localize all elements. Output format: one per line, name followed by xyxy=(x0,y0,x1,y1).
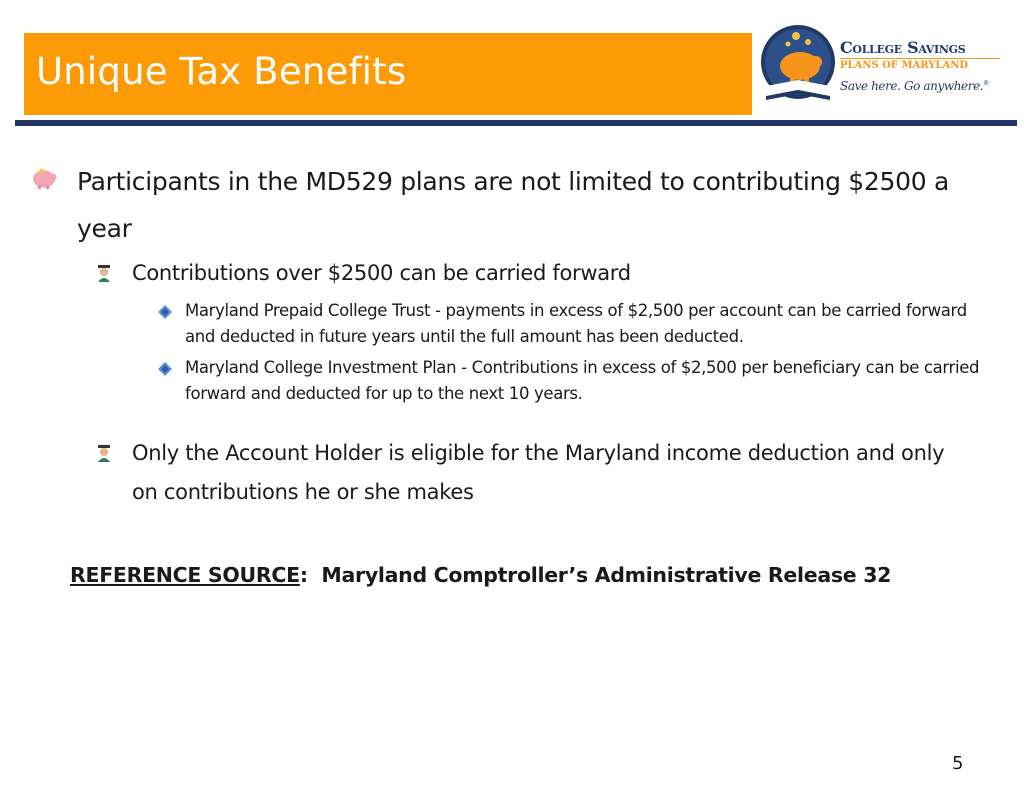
diamond-bullet-icon xyxy=(157,304,173,320)
graduate-bullet-icon xyxy=(96,444,112,462)
logo-tagline: Save here. Go anywhere. xyxy=(840,79,984,93)
reference-text: Maryland Comptroller’s Administrative Release 32 xyxy=(321,563,892,587)
bullet-level-3-investment-plan: Maryland College Investment Plan - Contributions in excess of $2,500 per beneficiary can be carried forward and deducted for up to the next 10 years. xyxy=(185,358,980,403)
title-underline xyxy=(15,120,1017,126)
logo-line-1: College Savings xyxy=(840,38,966,57)
reference-source xyxy=(70,563,891,587)
reference-separator: : xyxy=(299,563,308,587)
college-savings-logo xyxy=(760,22,1010,104)
title-bar xyxy=(24,33,752,115)
logo-line-3 xyxy=(840,79,989,93)
logo-line-2: PLANS OF MARYLAND xyxy=(840,60,969,71)
page-number: 5 xyxy=(952,753,964,774)
graduate-bullet-icon xyxy=(96,264,112,282)
registered-mark: ® xyxy=(983,80,989,87)
piggy-bank-bullet-icon xyxy=(30,166,58,190)
piggy-bank-book-icon xyxy=(760,24,838,104)
diamond-bullet-icon xyxy=(157,361,173,377)
reference-label: REFERENCE SOURCE xyxy=(70,563,300,587)
slide-title: Unique Tax Benefits xyxy=(36,50,407,93)
bullet-level-3-prepaid-trust: Maryland Prepaid College Trust - payments in excess of $2,500 per account can be carried forward and deducted in future years until the full amount has been deducted. xyxy=(185,301,967,346)
bullet-level-2-account-holder: Only the Account Holder is eligible for the Maryland income deduction and only on contributions he or she makes xyxy=(132,441,945,504)
bullet-level-1: Participants in the MD529 plans are not limited to contributing $2500 a year xyxy=(77,167,949,243)
bullet-level-2-carry-forward: Contributions over $2500 can be carried forward xyxy=(132,261,631,285)
logo-divider xyxy=(840,58,1000,59)
